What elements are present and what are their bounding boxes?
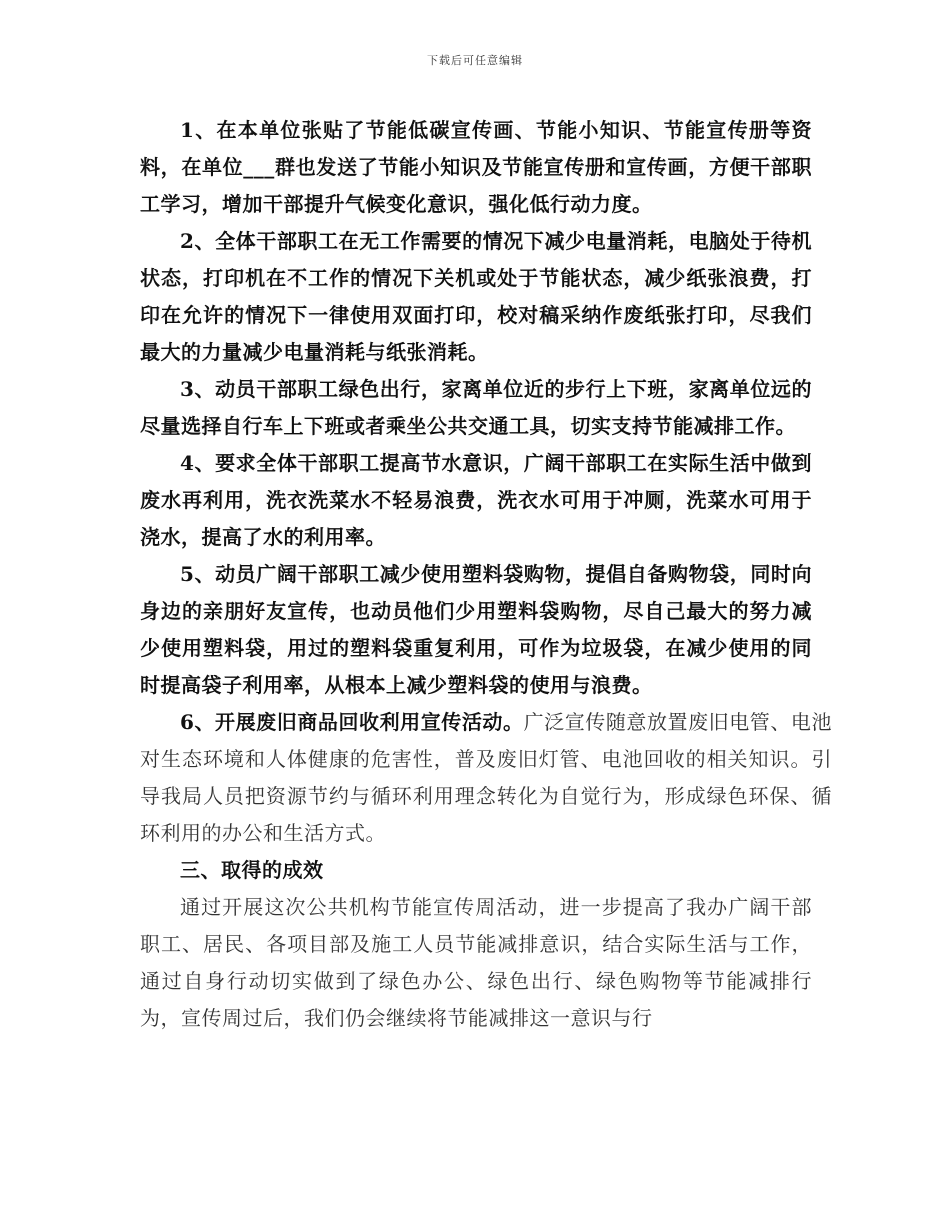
paragraph-1: 1、在本单位张贴了节能低碳宣传画、节能小知识、节能宣传册等资料，在单位___群也发送了节能小知识及节能宣传册和宣传画，方便干部职工学习，增加干部提升气候变化意识，强化低行动力度。	[140, 118, 812, 216]
paragraph-2: 2、全体干部职工在无工作需要的情况下减少电量消耗，电脑处于待机状态，打印机在不工作的情况下关机或处于节能状态，减少纸张浪费，打印在允许的情况下一律使用双面打印，校对稿采纳作废纸张打印，尽我们最大的力量减少电量消耗与纸张消耗。	[140, 229, 812, 364]
paragraph-6	[140, 704, 832, 852]
paragraph-6-body: 广泛宣传随意放置废旧电管、电池对生态环境和人体健康的危害性，普及废旧灯管、电池回收的相关知识。引导我局人员把资源节约与循环利用理念转化为自觉行为，形成绿色环保、循环利用的办公和生活方式。	[140, 710, 833, 845]
page-header: 下载后可任意编辑	[427, 54, 523, 67]
section-heading: 三、取得的成效	[180, 858, 324, 882]
paragraph-6-lead: 6、开展废旧商品回收利用宣传活动。	[180, 710, 524, 734]
paragraph-3: 3、动员干部职工绿色出行，家离单位近的步行上下班，家离单位远的尽量选择自行车上下班或者乘坐公共交通工具，切实支持节能减排工作。	[140, 377, 812, 438]
document-body	[140, 112, 833, 1037]
paragraph-4: 4、要求全体干部职工提高节水意识，广阔干部职工在实际生活中做到废水再利用，洗衣洗菜水不轻易浪费，洗衣水可用于冲厕，洗菜水可用于浇水，提高了水的利用率。	[140, 451, 812, 549]
paragraph-5: 5、动员广阔干部职工减少使用塑料袋购物，提倡自备购物袋，同时向身边的亲朋好友宣传，也动员他们少用塑料袋购物，尽自己最大的努力减少使用塑料袋，用过的塑料袋重复利用，可作为垃圾袋，在减少使用的同时提高袋子利用率，从根本上减少塑料袋的使用与浪费。	[140, 562, 812, 697]
closing-paragraph: 通过开展这次公共机构节能宣传周活动，进一步提高了我办广阔干部职工、居民、各项目部及施工人员节能减排意识，结合实际生活与工作，通过自身行动切实做到了绿色办公、绿色出行、绿色购物等节能减排行为，宣传周过后，我们仍会继续将节能减排这一意识与行	[140, 895, 812, 1030]
